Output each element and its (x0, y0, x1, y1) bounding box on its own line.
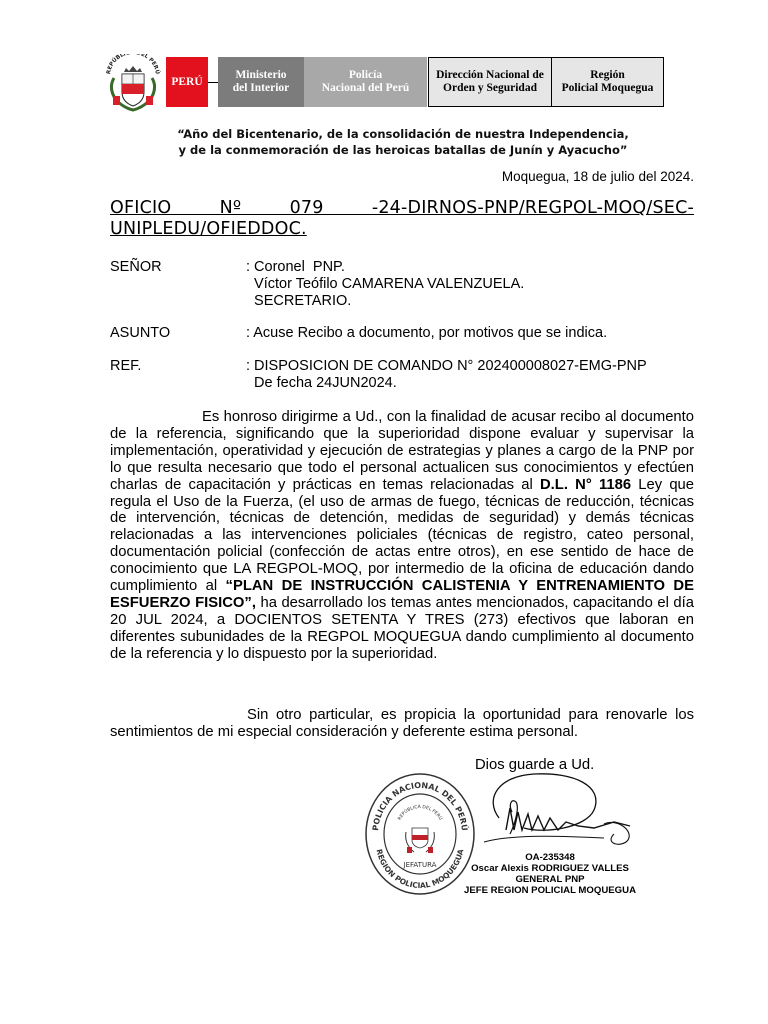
signature-title: JEFE REGION POLICIAL MOQUEGUA (464, 885, 636, 896)
stamp-top-text: POLICIA NACIONAL DEL PERÚ (371, 780, 469, 832)
body-text-b: Ley que regula el Uso de la Fuerza, (el uso de armas de fuego, técnicas de reducción, técnicas de intervención, técnicas de detención, medidas de seguridad) y demás técnicas relacionadas a las intervenciones policiales (técnicas de registro, cateo personal, documentación policial (confección de actas entre otros), en ese sentido de hace de conocimiento que LA REGPOL-MOQ, por intermedio de la oficina de educación dando cumplimiento al (110, 476, 695, 595)
header-region: Región Policial Moquegua (552, 57, 664, 107)
body-text-a: Es honroso dirigirme a Ud., con la finalidad de acusar recibo al documento de la referencia, significando que la superioridad dispone evaluar y supervisar la implementación, operatividad y ejecución de estrategias y planes a cargo de la PNP por lo que resulta necesario que todo el personal actualicen sus conocimientos y efectúen charlas de capacitación y prácticas en temas relacionadas al (110, 409, 694, 493)
header-direccion: Dirección Nacional de Orden y Seguridad (428, 57, 552, 107)
stamp-center-label: JEFATURA (403, 861, 437, 869)
svg-text:REPÚBLICA DEL PERÚ (397, 804, 445, 821)
handwritten-signature (454, 768, 654, 854)
signature-block (440, 852, 660, 896)
header-peru: PERÚ (166, 57, 208, 107)
body-paragraph-1 (110, 409, 694, 663)
signature-name: Oscar Alexis RODRIGUEZ VALLES (471, 863, 629, 874)
signature-code: OA-235348 (525, 852, 575, 863)
emblem-text: REPÚBLI EL PERÚ (106, 54, 160, 75)
year-motto: “Año del Bicentenario, de la consolidación de nuestra Independencia, y de la conmemoración de las heroicas batallas de Junín y Ayacucho” (177, 127, 629, 157)
signature-rank: GENERAL PNP (515, 874, 585, 885)
header-ministerio: Ministerio del Interior (218, 57, 304, 107)
header-divider (208, 82, 218, 83)
senor-label: SEÑOR (110, 259, 162, 275)
peru-coat-of-arms-icon (104, 54, 162, 114)
body-paragraph-2 (110, 707, 694, 741)
ref-value: : DISPOSICION DE COMANDO N° 202400008027-EMG-PNP De fecha 24JUN2024. (246, 358, 647, 391)
header-policia: Policía Nacional del Perú (304, 57, 427, 107)
plan-name: “PLAN DE INSTRUCCIÓN CALISTENIA Y ENTRENAMIENTO DE ESFUERZO FISICO”, (110, 578, 694, 611)
decree-reference: D.L. N° 1186 (540, 476, 632, 493)
closing-paragraph: Sin otro particular, es propicia la oportunidad para renovarle los sentimientos de mi especial consideración y deferente estima personal. (110, 707, 694, 740)
oficio-number: OFICIO Nº 079 -24-DIRNOS-PNP/REGPOL-MOQ/SEC-UNIPLEDU/OFIEDDOC. (110, 198, 694, 239)
asunto-value: : Acuse Recibo a documento, por motivos que se indica. (246, 325, 608, 341)
stamp-bottom-text: REGION POLICIAL MOQUEGUA (374, 848, 466, 891)
asunto-label: ASUNTO (110, 325, 171, 341)
document-date: Moquegua, 18 de julio del 2024. (501, 169, 694, 184)
body-text-c: ha desarrollado los temas antes mencionados, capacitando el día 20 JUL 2024, a DOCIENTOS SETENTA Y TRES (273) efectivos que laboran en diferentes subunidades de la REGPOL MOQUEGUA dando cumplimiento al documento de la referencia y lo dispuesto por la superioridad. (110, 594, 695, 662)
closing-greeting: Dios guarde a Ud. (475, 757, 595, 773)
senor-value: : Coronel PNP. Víctor Teófilo CAMARENA VALENZUELA. SECRETARIO. (246, 259, 525, 309)
ref-label: REF. (110, 358, 142, 374)
stamp-inner-text: REPÚBLICA DEL PERÚ (397, 804, 443, 822)
